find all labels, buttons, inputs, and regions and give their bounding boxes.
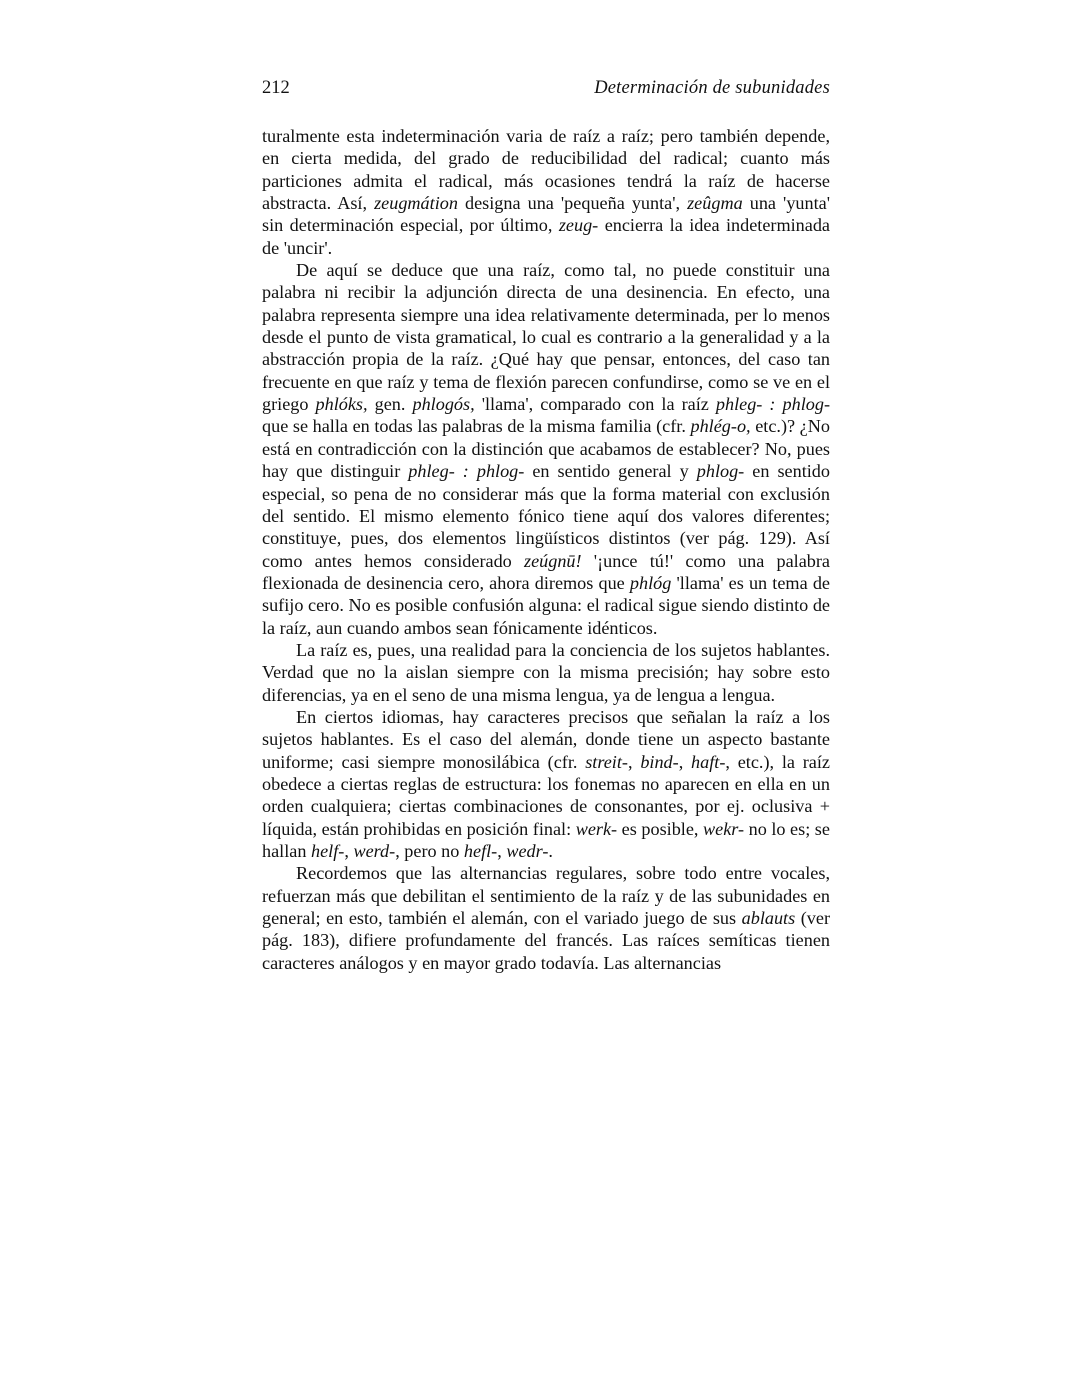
text-run: gen.: [367, 394, 413, 415]
text-run: En ciertos idiomas, hay caracteres precisos que señalan la raíz a los sujetos hablantes. Es el caso del alemán, donde tiene un aspecto bastante uniforme; casi siempre monosilábica (cfr.: [262, 706, 830, 772]
paragraph: [262, 862, 830, 974]
text-run: .: [548, 841, 553, 861]
running-title: Determinación de subunidades: [594, 78, 830, 98]
text-run: , pero no: [395, 841, 464, 861]
page-number: 212: [262, 78, 290, 98]
text-run: en sentido general y: [524, 461, 697, 482]
italic-term: werd-: [353, 841, 396, 861]
text-run: ,: [678, 751, 692, 772]
paragraph: [262, 706, 830, 862]
italic-term: ablauts: [741, 908, 796, 929]
italic-term: wekr-: [703, 818, 745, 839]
text-run: Recordemos que las alternancias regulares, sobre todo entre vocales, refuerzan más que debilitan el sentimiento de la raíz y de las subunidades en general; en esto, también el alemán, con el variado juego de sus: [262, 863, 830, 929]
book-page: [262, 78, 830, 974]
italic-term: phlog-: [696, 461, 745, 482]
text-run: 'llama', comparado con la raíz: [474, 394, 716, 415]
italic-term: helf-: [311, 841, 345, 861]
text-run: designa una 'pequeña yunta',: [457, 193, 688, 214]
italic-term: wedr-: [506, 841, 549, 861]
text-run: una 'yunta' sin determinación especial, por último,: [262, 193, 830, 236]
italic-term: bind-: [640, 751, 679, 772]
italic-term: zeûgma: [687, 193, 743, 214]
text-run: 'llama' es un tema de sufijo cero. No es posible confusión alguna: el radical sigue siendo distinto de la raíz, aun cuando ambos sean fónicamente idénticos.: [262, 572, 830, 638]
text-run: en sentido especial, so pena de no considerar más que la forma material con exclusión del sentido. El mismo elemento fónico tiene aquí dos valores diferentes; constituye, pues, dos elementos lingüísticos distintos (ver pág. 129). Así como antes hemos considerado: [262, 461, 830, 571]
text-run: turalmente esta indeterminación varia de raíz a raíz; pero también depende, en cierta medida, del grado de reducibilidad del radical; cuanto más particiones admita el radical, más ocasiones tendrá la raíz de hacerse abstracta. Así,: [262, 126, 830, 214]
text-run: ,: [344, 841, 354, 861]
text-run: encierra la idea indeterminada de 'uncir'.: [262, 215, 830, 258]
italic-term: phlóks,: [315, 394, 368, 415]
text-run: ,: [627, 751, 641, 772]
body-text: [262, 125, 830, 974]
italic-term: zeúgnū!: [524, 550, 582, 571]
text-run: no lo es; se hallan: [262, 818, 830, 861]
text-run: La raíz es, pues, una realidad para la conciencia de los sujetos hablantes. Verdad que no la aislan siempre con la misma precisión; hay sobre esto diferencias, ya en el seno de una misma lengua, ya de lengua a lengua.: [262, 639, 830, 705]
italic-term: hefl-: [463, 841, 498, 861]
italic-term: phleg- : phlog-: [715, 394, 830, 415]
italic-term: phlóg: [629, 572, 672, 593]
running-header: [262, 78, 830, 106]
italic-term: phleg- : phlog-: [408, 461, 525, 482]
italic-term: streit-: [585, 751, 628, 772]
text-run: De aquí se deduce que una raíz, como tal, no puede constituir una palabra ni recibir la adjunción directa de una desinencia. En efecto, una palabra representa siempre una idea relativamente determinada, per lo menos desde el punto de vista gramatical, lo cual es contrario a la generalidad y a la abstracción propia de la raíz. ¿Qué hay que pensar, entonces, del caso tan frecuente en que raíz y tema de flexión parecen confundirse, como se ve en el griego: [262, 260, 830, 415]
text-run: , etc.), la raíz obedece a ciertas reglas de estructura: los fonemas no aparecen en ella en un orden cualquiera; ciertas combinaciones de consonantes, por ej. oclusiva + líquida, están prohibidas en posición final:: [262, 751, 831, 839]
paragraph: [262, 639, 830, 706]
text-run: ,: [497, 841, 507, 861]
text-run: que se halla en todas las palabras de la misma familia (cfr.: [262, 416, 691, 437]
italic-term: zeugmátion: [374, 193, 458, 214]
italic-term: phlogós,: [412, 394, 475, 415]
text-run: '¡unce tú!' como una palabra flexionada de desinencia cero, ahora diremos que: [262, 550, 830, 593]
text-run: etc.)? ¿No está en contradicción con la distinción que acabamos de establecer? No, pues hay que distinguir: [262, 416, 830, 482]
paragraph: [262, 125, 830, 259]
italic-term: haft-: [691, 751, 726, 772]
paragraph: [262, 259, 830, 639]
text-run: (ver pág. 183), difiere profundamente del francés. Las raíces semíticas tienen caracteres análogos y en mayor grado todavía. Las alternancias: [262, 908, 831, 973]
italic-term: zeug-: [558, 215, 599, 236]
italic-term: werk-: [575, 818, 618, 839]
text-run: es posible,: [617, 818, 704, 839]
italic-term: phlég-o,: [690, 416, 751, 437]
